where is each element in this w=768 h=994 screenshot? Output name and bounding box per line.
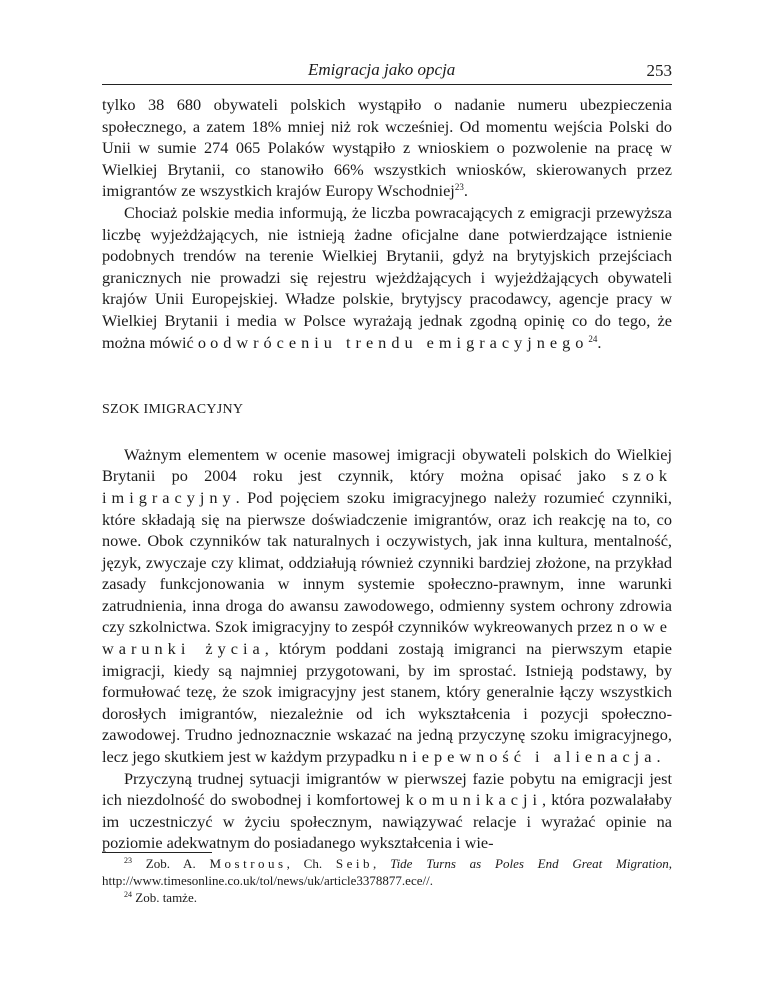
emphasis-spaced: komunikacji xyxy=(405,790,543,810)
footnote-number: 23 xyxy=(124,856,132,865)
section-heading: SZOK IMIGRACYJNY xyxy=(102,402,244,418)
source-url: , http://www.timesonline.co.uk/tol/news/uk/article3378877.ece//. xyxy=(102,856,673,888)
emphasis-spaced: niepewność i alienacja xyxy=(399,747,657,767)
footnote-rule xyxy=(102,852,212,853)
emphasis-spaced: szok imigracyjny xyxy=(102,466,672,507)
paragraph-3: Ważnym elementem w ocenie masowej imigracji obywateli polskich do Wielkiej Brytanii po 2004 roku jest czynnik, który można opisać jako szok imigracyjny. Pod pojęciem szoku imigracyjnego należy rozumieć czynniki, które składają się na pierwsze doświadczenie imigrantów, oraz ich reakcję na to, co nowe. Obok czynników tak naturalnych i oczywistych, jak inna kultura, mentalność, język, zwyczaje czy klimat, oddziałują również czynniki bardziej złożone, na przykład zasady funkcjonowania w innym systemie społeczno-prawnym, inne warunki zatrudnienia, inna droga do awansu zawodowego, odmienny system ochrony zdrowia czy szkolnictwa. Szok imigracyjny to zespół czynników wykreowanych przez nowe warunki życia, którym poddani zostają imigranci na pierwszym etapie imigracji, kiedy są najmniej przygotowani, by im sprostać. Istnieją podstawy, by formułować tezę, że szok imigracyjny jest stanem, który generalnie łączy wszystkich dorosłych imigrantów, niezależnie od ich wykształcenia i pozycji społeczno-zawodowej. Trudno jednoznacznie wskazać na jedną przyczynę szoku imigracyjnego, lecz jego skutkiem jest w każdym przypadku niepewność i alienacja. xyxy=(102,444,673,767)
footnote-ref-23: 23 xyxy=(454,182,464,193)
paragraph-1: tylko 38 680 obywateli polskich wystąpiło o nadanie numeru ubezpieczenia społecznego, a zatem 18% mniej niż rok wcześniej. Od momentu wejścia Polski do Unii w sumie 274 065 Polaków wystąpiło z wnioskiem o pozwolenie na pracę w Wielkiej Brytanii, co stanowiło 66% wszystkich wniosków, skierowanych przez imigrantów ze wszystkich krajów Europy Wschodniej$^{23}$. xyxy=(102,95,672,201)
emphasis-spaced: nowe warunki życia xyxy=(102,617,672,659)
footnote-24: $^{24}$ Zob. tamże. xyxy=(124,890,197,905)
paragraph-4: Przyczyną trudnej sytuacji imigrantów w pierwszej fazie pobytu na emigracji jest ich niezdolność do swobodnej i komfortowej komunikacji, która pozwalałaby im uczestniczyć w życiu społecznym, nawiązywać relacje i wyrażać opinie na poziomie adekwatnym do posiadanego wykształcenia i wie- xyxy=(102,768,672,853)
author-name: Seib xyxy=(335,856,374,871)
footnote-ref-24: 24 xyxy=(588,333,598,344)
paragraph-2: Chociaż polskie media informują, że liczba powracających z emigracji przewyższa liczbę wyjeżdżających, nie istnieją żadne oficjalne dane potwierdzające istnienie podobnych trendów na terenie Wielkiej Brytanii, gdyż na brytyjskich przejściach granicznych nie prowadzi się rejestru wjeżdżających i wyjeżdżających obywateli krajów Unii Europejskiej. Władze polskie, brytyjscy pracodawcy, agencje pracy w Wielkiej Brytanii i media w Polsce wyrażają jednak zgodną opinię co do tego, że można mówić o odwróceniu trendu emigracyjnego$^{24}$. xyxy=(102,202,672,352)
footnote-23: $^{23}$ Zob. A. Mostrous, Ch. Seib, Tide Turns as Poles End Great Migration, http://www.timesonline.co.uk/tol/news/uk/article3378877.ece//. xyxy=(102,856,673,888)
header-rule xyxy=(102,84,672,85)
author-name: Mostrous xyxy=(209,856,287,871)
emphasis-spaced: odwróceniu trendu emigracyjnego xyxy=(210,332,589,352)
footnotes xyxy=(102,855,672,906)
main-text xyxy=(102,94,672,854)
footnote-number: 24 xyxy=(124,890,132,899)
running-title: Emigracja jako opcja xyxy=(308,60,456,79)
article-title: Tide Turns as Poles End Great Migration xyxy=(390,856,669,871)
page-number: 253 xyxy=(646,61,672,80)
page-header xyxy=(102,60,672,84)
